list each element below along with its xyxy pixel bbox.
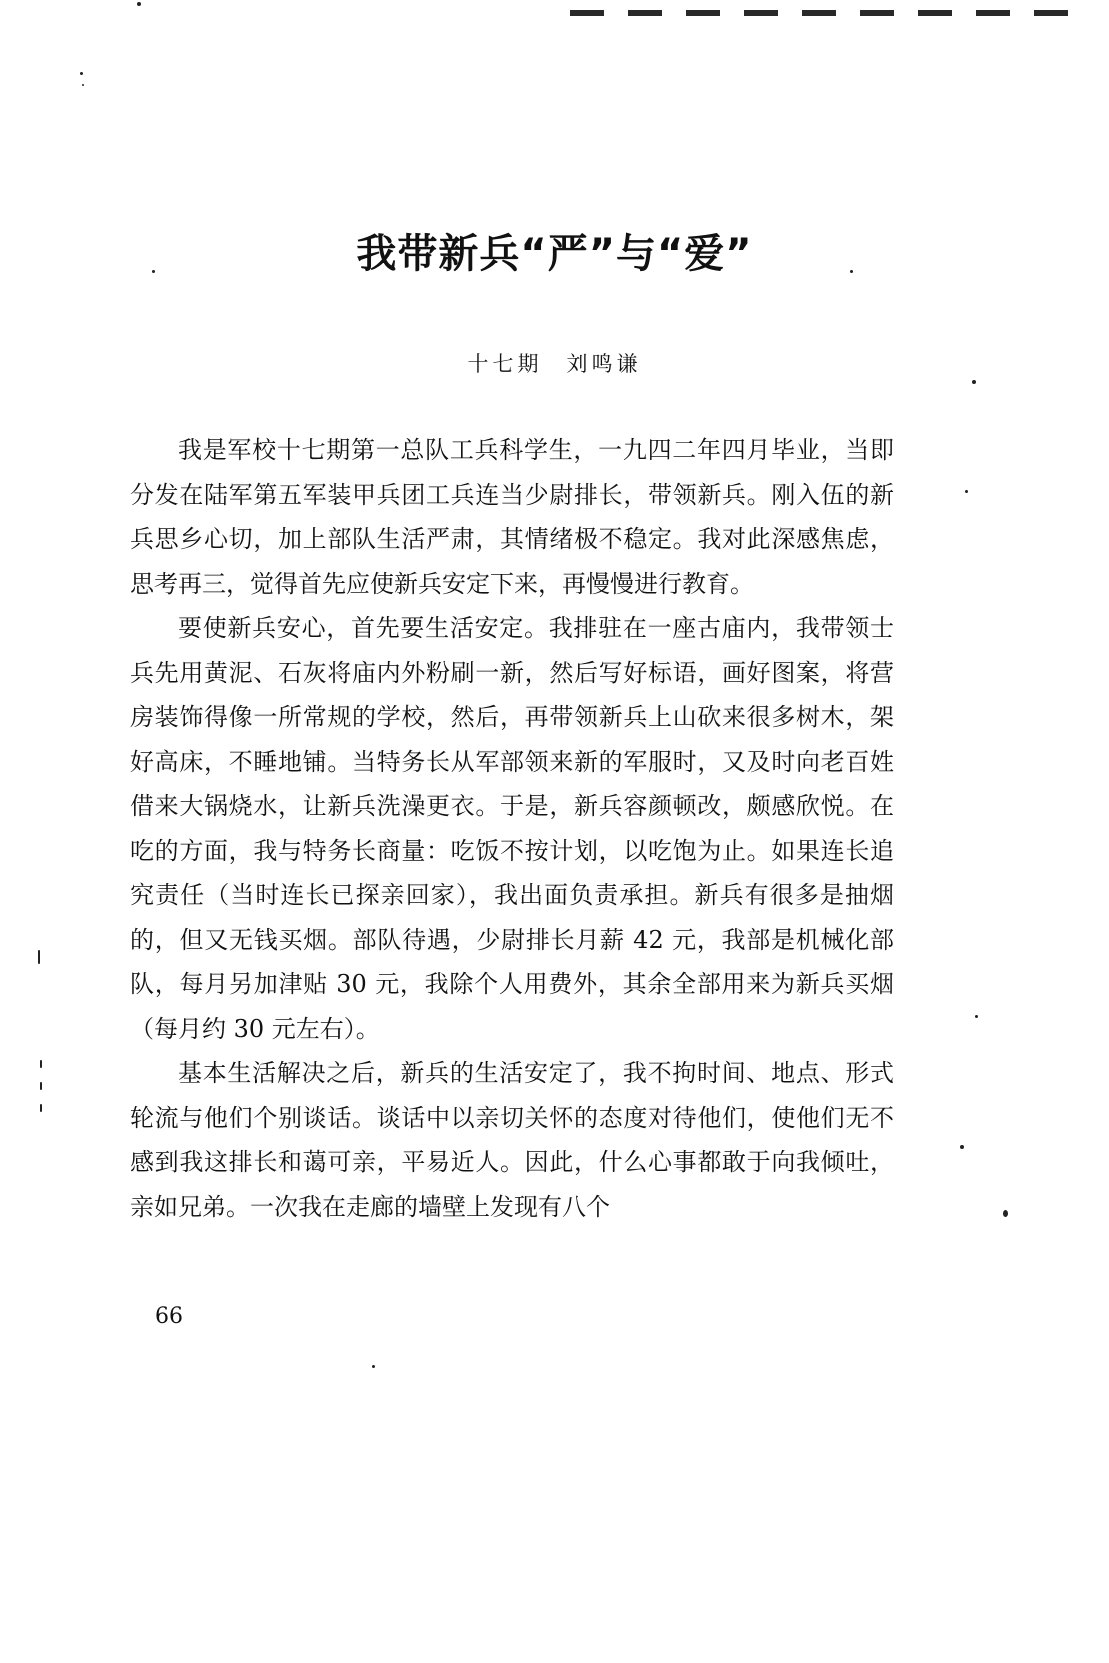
scan-speck bbox=[40, 1060, 42, 1068]
page-number: 66 bbox=[155, 1304, 183, 1329]
scan-speck bbox=[1003, 1210, 1008, 1217]
author-period: 十七期 bbox=[467, 352, 543, 376]
article-body bbox=[130, 428, 894, 1229]
paragraph: 我是军校十七期第一总队工兵科学生，一九四二年四月毕业，当即分发在陆军第五军装甲兵团工兵连当少尉排长，带领新兵。刚入伍的新兵思乡心切，加上部队生活严肃，其情绪极不稳定。我对此深感焦虑，思考再三，觉得首先应使新兵安定下来，再慢慢进行教育。 bbox=[130, 436, 894, 598]
scan-speck bbox=[82, 84, 84, 86]
scan-edge-marks bbox=[570, 10, 1090, 16]
byline bbox=[0, 348, 1109, 378]
paragraph: 要使新兵安心，首先要生活安定。我排驻在一座古庙内，我带领士兵先用黄泥、石灰将庙内外粉刷一新，然后写好标语，画好图案，将营房装饰得像一所常规的学校，然后，再带领新兵上山砍来很多树木，架好高床，不睡地铺。当特务长从军部领来新的军服时，又及时向老百姓借来大锅烧水，让新兵洗澡更衣。于是，新兵容颜顿改，颇感欣悦。在吃的方面，我与特务长商量：吃饭不按计划，以吃饱为止。如果连长追究责任（当时连长已探亲回家），我出面负责承担。新兵有很多是抽烟的，但又无钱买烟。部队待遇，少尉排长月薪 42 元，我部是机械化部队，每月另加津贴 30 元，我除个人用费外，其余全部用来为新兵买烟（每月约 30 元左右）。 bbox=[130, 614, 894, 1043]
article-title: 我带新兵“严”与“爱” bbox=[356, 231, 753, 277]
scan-speck bbox=[372, 1365, 375, 1368]
scan-speck bbox=[965, 490, 968, 493]
scan-speck bbox=[960, 1145, 964, 1149]
scan-speck bbox=[850, 270, 853, 273]
scan-speck bbox=[975, 1015, 978, 1018]
scan-speck bbox=[152, 270, 155, 273]
scan-speck bbox=[137, 2, 141, 6]
scan-speck bbox=[40, 1104, 42, 1112]
scan-speck bbox=[80, 72, 83, 75]
scan-speck bbox=[38, 950, 40, 964]
scan-speck bbox=[972, 380, 976, 384]
author-name: 刘鸣谦 bbox=[566, 352, 642, 376]
paragraph: 基本生活解决之后，新兵的生活安定了，我不拘时间、地点、形式轮流与他们个别谈话。谈话中以亲切关怀的态度对待他们，使他们无不感到我这排长和蔼可亲，平易近人。因此，什么心事都敢于向我倾吐，亲如兄弟。一次我在走廊的墙壁上发现有八个 bbox=[130, 1059, 894, 1221]
scan-speck bbox=[40, 1082, 42, 1090]
